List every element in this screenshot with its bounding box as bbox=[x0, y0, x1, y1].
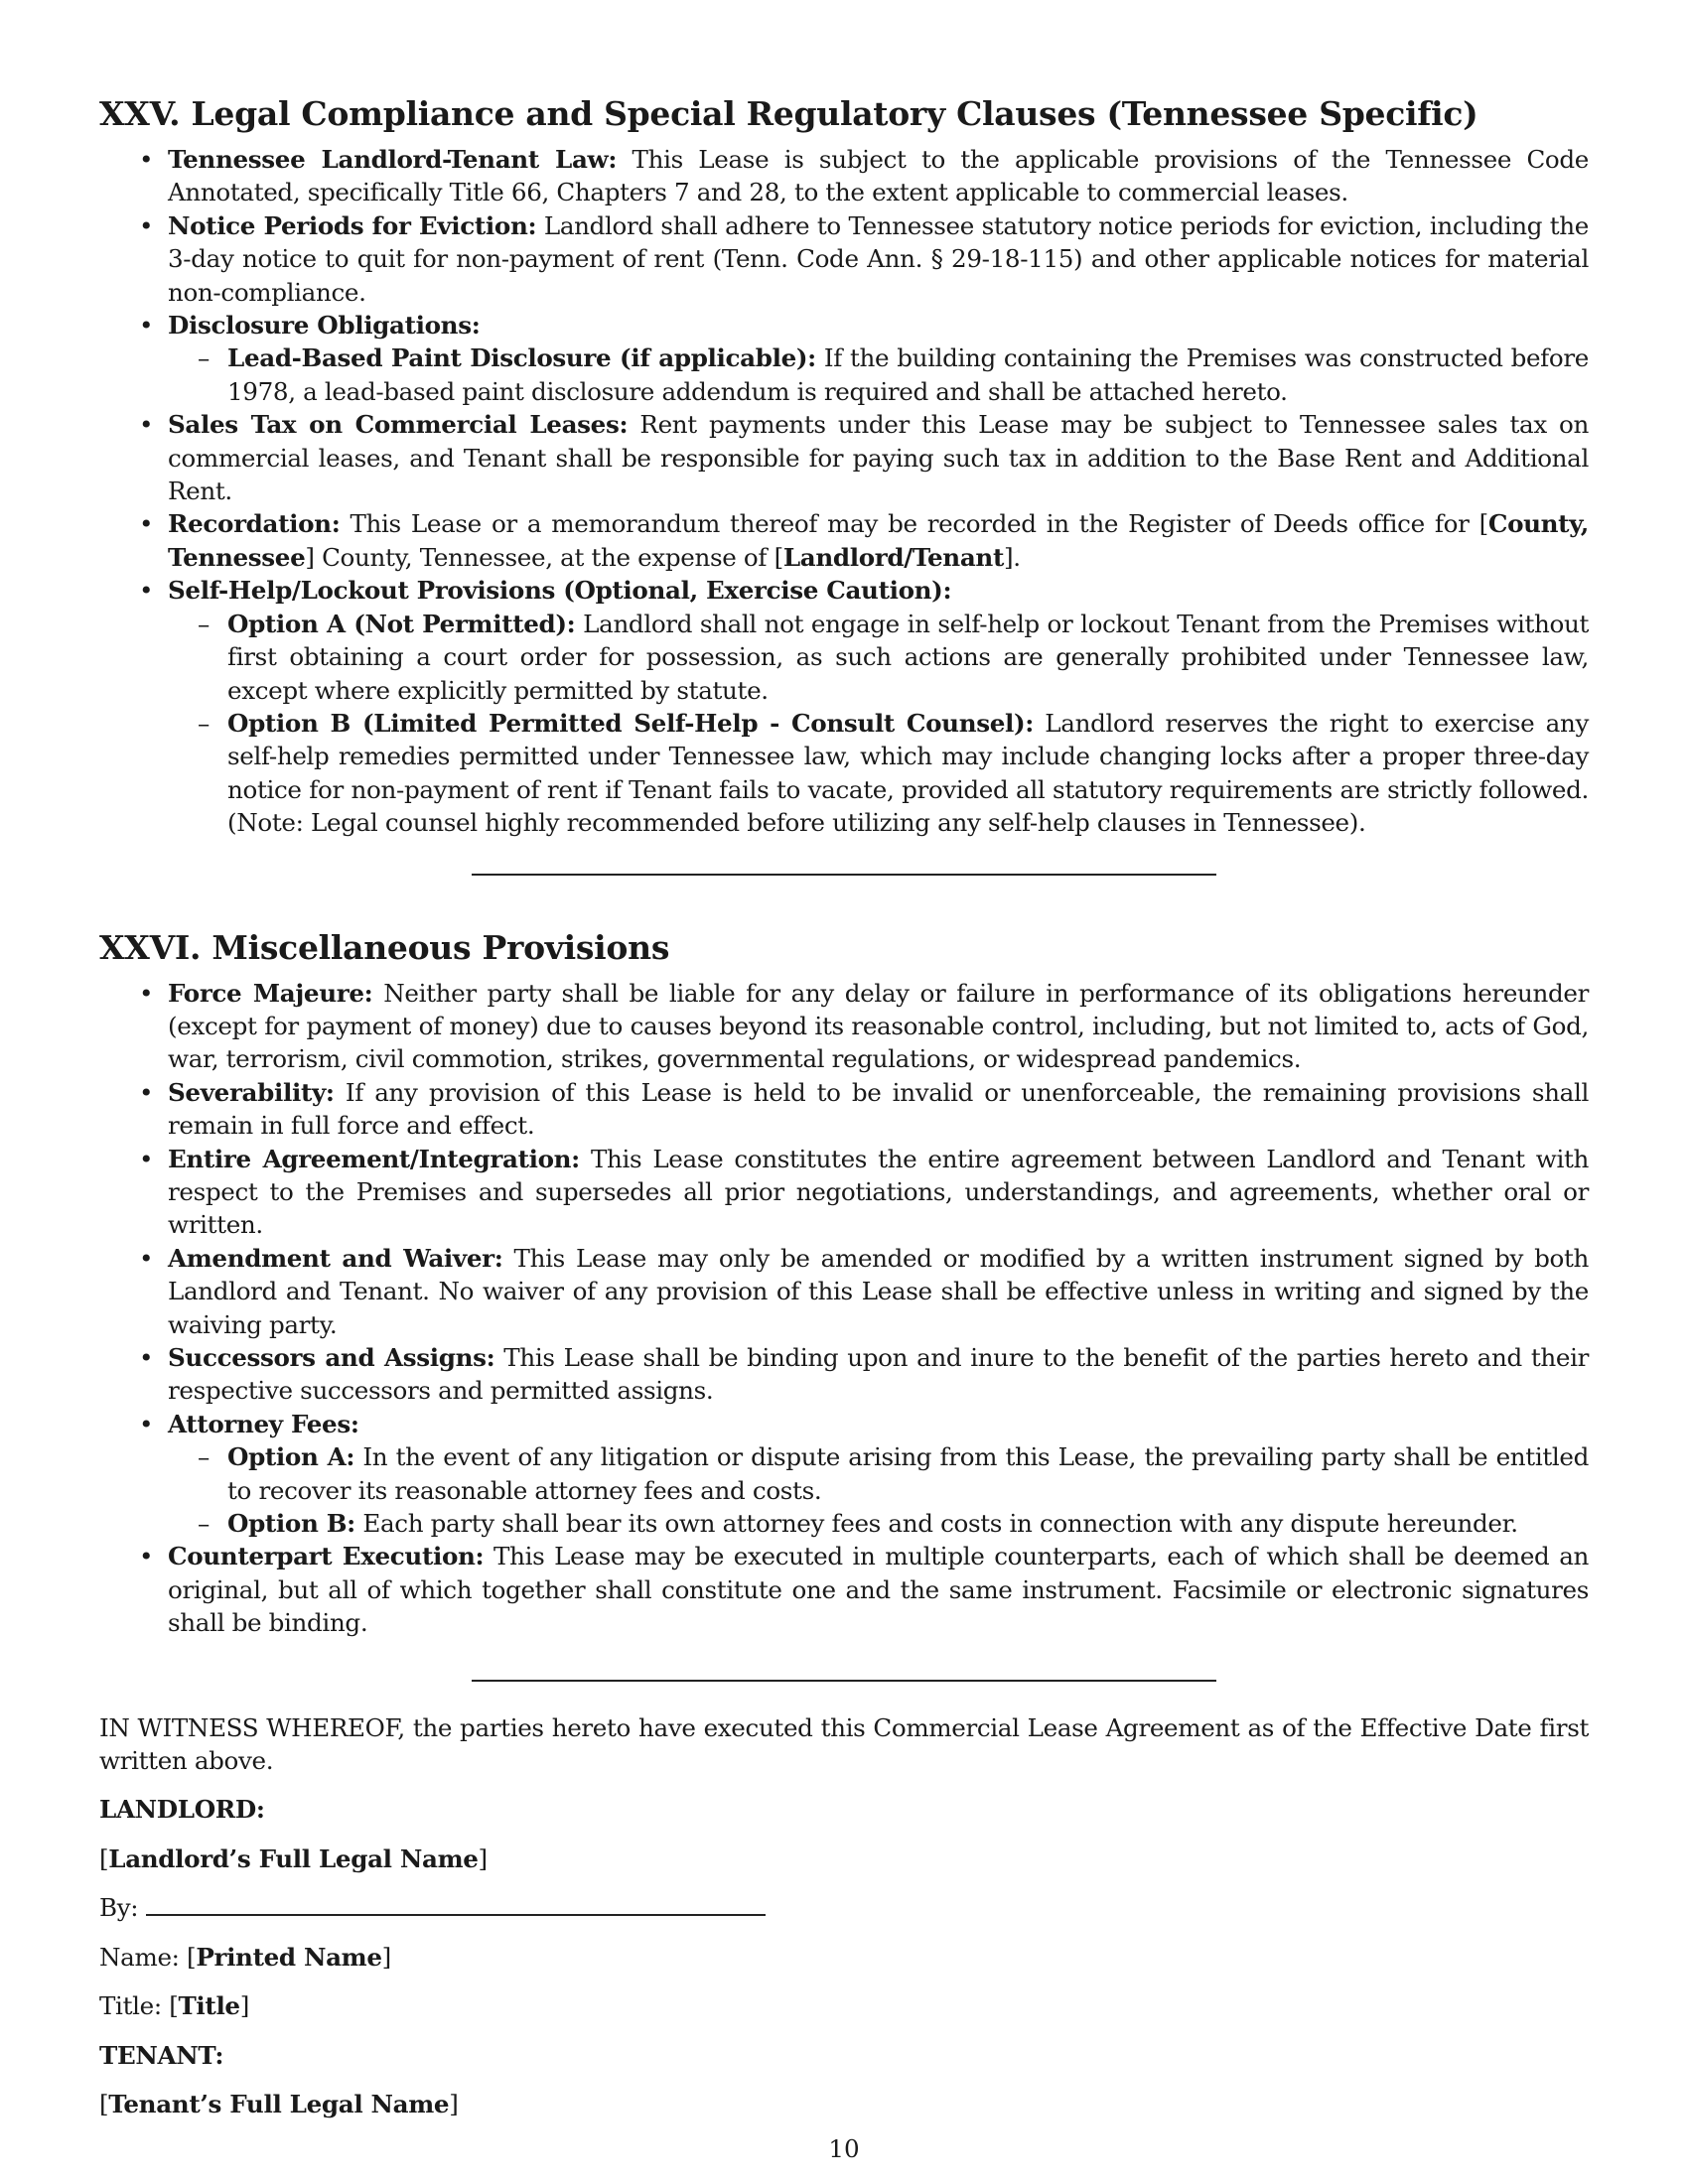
disclosure-sublist bbox=[168, 341, 1589, 408]
list-item-successors-assigns: • Successors and Assigns: This Lease shall be binding upon and inure to the benefit of the parties hereto and their respective successors and permitted assigns. bbox=[99, 1341, 1589, 1408]
signature-block bbox=[99, 1793, 1589, 2120]
sublist-item-option-b: – Option B (Limited Permitted Self-Help - Consult Counsel): Landlord reserves the right to exercise any self-help remedies permitted under Tennessee law, which may include changing locks after a proper three-day notice for non-payment of rent if Tenant fails to vacate, provided all statutory requirements are strictly followed. (Note: Legal counsel highly recommended before utilizing any self-help clauses in Tennessee). bbox=[168, 707, 1589, 840]
page-number: 10 bbox=[828, 2134, 860, 2163]
county-placeholder: County, Tennessee bbox=[168, 509, 1589, 572]
list-item-amendment-waiver: • Amendment and Waiver: This Lease may only be amended or modified by a written instrument signed by both Landlord and Tenant. No waiver of any provision of this Lease shall be effective unless in writing and signed by the waiving party. bbox=[99, 1242, 1589, 1341]
self-help-sublist bbox=[168, 608, 1589, 840]
tenant-name-line: [Tenant’s Full Legal Name] bbox=[99, 2089, 459, 2118]
section-xxv-list bbox=[99, 143, 1589, 840]
by-line: By: bbox=[99, 1891, 1589, 1924]
list-item-force-majeure: • Force Majeure: Neither party shall be liable for any delay or failure in performance of its obligations hereunder (except for payment of money) due to causes beyond its reasonable control, including, but not limited to, acts of God, war, terrorism, civil commotion, strikes, governmental regulations, or widespread pandemics. bbox=[99, 977, 1589, 1076]
list-item-entire-agreement: • Entire Agreement/Integration: This Lease constitutes the entire agreement between Landlord and Tenant with respect to the Premises and supersedes all prior negotiations, understandings, and agreements, whether oral or written. bbox=[99, 1143, 1589, 1242]
landlord-name-line: [Landlord’s Full Legal Name] bbox=[99, 1843, 488, 1873]
horizontal-rule bbox=[472, 874, 1216, 876]
list-item-sales-tax: • Sales Tax on Commercial Leases: Rent payments under this Lease may be subject to Tennessee sales tax on commercial leases, and Tenant shall be responsible for paying such tax in addition to the Base Rent and Additional Rent. bbox=[99, 408, 1589, 507]
signature-line[interactable] bbox=[146, 1892, 766, 1916]
sublist-item-option-a: – Option A (Not Permitted): Landlord shall not engage in self-help or lockout Tenant from the Premises without first obtaining a court order for possession, as such actions are generally prohibited under Tennessee law, except where explicitly permitted by statute. bbox=[168, 608, 1589, 707]
title-line: Title: [Title] bbox=[99, 1991, 249, 2021]
section-heading-xxv: XXV. Legal Compliance and Special Regulatory Clauses (Tennessee Specific) bbox=[99, 94, 1478, 133]
tenant-heading: TENANT: bbox=[99, 2040, 224, 2070]
list-item-severability: • Severability: If any provision of this Lease is held to be invalid or unenforceable, the remaining provisions shall remain in full force and effect. bbox=[99, 1076, 1589, 1143]
list-item-notice-periods: • Notice Periods for Eviction: Landlord shall adhere to Tennessee statutory notice periods for eviction, including the 3-day notice to quit for non-payment of rent (Tenn. Code Ann. § 29-18-115) and other applicable notices for material non-compliance. bbox=[99, 209, 1589, 309]
list-item-self-help: • Self-Help/Lockout Provisions (Optional, Exercise Caution): – Option A (Not Permitted): Landlord shall not engage in self-help or lockout Tenant from the Premises without first obtaining a court order for possession, as such actions are generally prohibited under Tennessee law, except where explicitly permitted by statute. – Option B (Limited Permitted Self-Help - Consult Counsel): Landlord reserves the right to exercise any self-help remedies permitted under Tennessee law, which may include changing locks after a proper three-day notice for non-payment of rent if Tenant fails to vacate, provided all statutory requirements are strictly followed. (Note: Legal counsel highly recommended before utilizing any self-help clauses in Tennessee). bbox=[99, 574, 1589, 839]
section-xxvi-list bbox=[99, 977, 1589, 1640]
list-item-tn-landlord-tenant-law: • Tennessee Landlord-Tenant Law: This Lease is subject to the applicable provisions of the Tennessee Code Annotated, specifically Title 66, Chapters 7 and 28, to the extent applicable to commercial leases. bbox=[99, 143, 1589, 209]
attorney-fees-sublist bbox=[168, 1440, 1589, 1540]
witness-paragraph: IN WITNESS WHEREOF, the parties hereto have executed this Commercial Lease Agreement as of the Effective Date first written above. bbox=[99, 1712, 1589, 1776]
list-item-attorney-fees: • Attorney Fees: – Option A: In the event of any litigation or dispute arising from this Lease, the prevailing party shall be entitled to recover its reasonable attorney fees and costs. – Option B: Each party shall bear its own attorney fees and costs in connection with any dispute hereunder. bbox=[99, 1408, 1589, 1541]
printed-name-line: Name: [Printed Name] bbox=[99, 1942, 391, 1972]
list-item-recordation: • Recordation: This Lease or a memorandum thereof may be recorded in the Register of Deeds office for [County, Tennessee] County, Tennessee, at the expense of [Landlord/Tenant]. bbox=[99, 507, 1589, 574]
document-page bbox=[99, 93, 1589, 2136]
section-heading-xxvi: XXVI. Miscellaneous Provisions bbox=[99, 927, 670, 967]
list-item-counterpart-execution: • Counterpart Execution: This Lease may be executed in multiple counterparts, each of which shall be deemed an original, but all of which together shall constitute one and the same instrument. Facsimile or electronic signatures shall be binding. bbox=[99, 1540, 1589, 1639]
sublist-item-lead-paint: – Lead-Based Paint Disclosure (if applicable): If the building containing the Premises was constructed before 1978, a lead-based paint disclosure addendum is required and shall be attached hereto. bbox=[168, 341, 1589, 408]
sublist-item-fees-option-b: – Option B: Each party shall bear its own attorney fees and costs in connection with any dispute hereunder. bbox=[168, 1507, 1589, 1540]
list-item-disclosure-obligations: • Disclosure Obligations: – Lead-Based Paint Disclosure (if applicable): If the building containing the Premises was constructed before 1978, a lead-based paint disclosure addendum is required and shall be attached hereto. bbox=[99, 309, 1589, 408]
horizontal-rule bbox=[472, 1680, 1216, 1682]
landlord-heading: LANDLORD: bbox=[99, 1795, 265, 1825]
party-placeholder: Landlord/Tenant bbox=[782, 542, 1004, 572]
sublist-item-fees-option-a: – Option A: In the event of any litigation or dispute arising from this Lease, the prevailing party shall be entitled to recover its reasonable attorney fees and costs. bbox=[168, 1440, 1589, 1507]
